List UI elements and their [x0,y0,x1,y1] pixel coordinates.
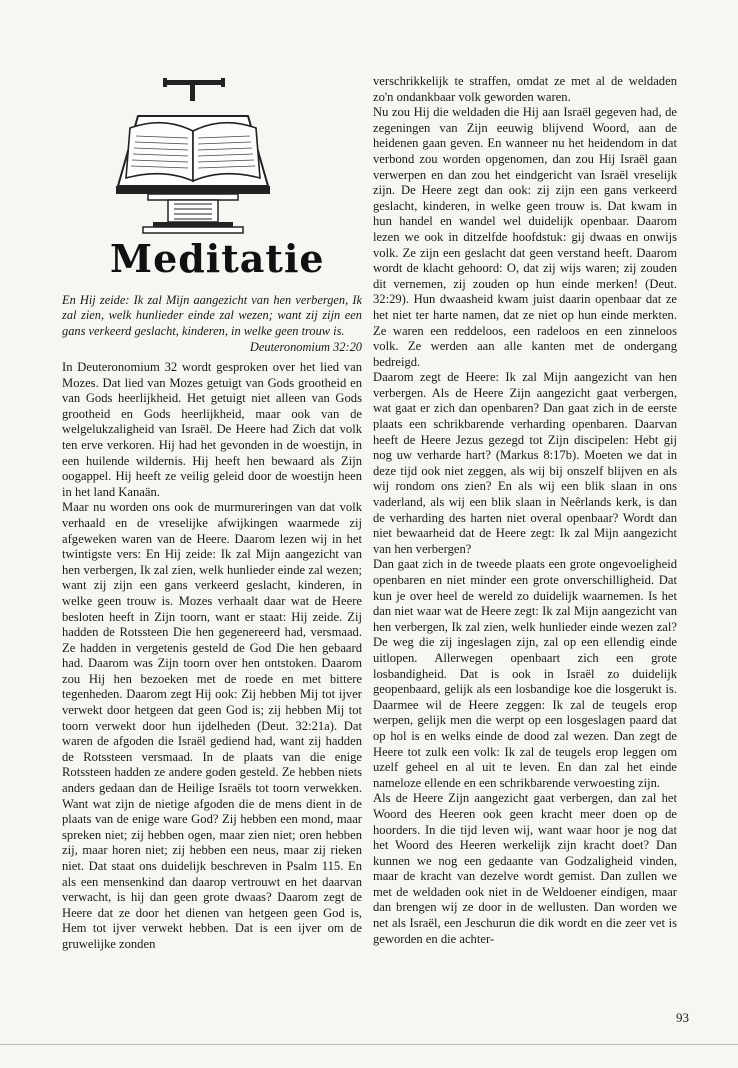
paragraph: Maar nu worden ons ook de murmureringen van dat volk verhaald en de vreselijke afwijkingen waarmede zij afgeweken waren van de Heere. Daarom lezen wij in het twintigste vers: En Hij zeide: Ik zal Mijn aangezicht van hen verbergen, Ik zal zien, welk hunlieder einde zal wezen; want zij zijn een gans verkeerd geslacht, kinderen, in welke geen trouw is. Mozes verhaalt daar wat de Heere besloten heeft in Zijn toorn, want er staat: Hij zeide. Zij hadden de Rotssteen Die hen gegenereerd had, versmaad. Ze hadden in vergetenis gesteld de God Die hen gebaard had. Daarom was Zijn toorn over hen ontstoken. Daarom zou Hij hen bezoeken met de roede en met bittere tegenheden. Daarom zegt Hij ook: Zij hebben Mij tot ijver verwekt door hetgeen dat geen God is; zij hebben Mij tot toorn verwekt door hun ijdelheden (Deut. 32:21a). Dat waren de afgoden die Israël gediend had, want zij hadden de Rotssteen versmaad. In de plaats van die enige Rotssteen hadden ze andere goden gesteld. Ze hebben niets anders gedaan dan de Heilige Israëls tot toorn verwekken. Want wat zijn de nietige afgoden die de mens dient in de plaats van de enige ware God? Zij hebben een mond, maar spreken niet; zij hebben ogen, maar zien niet; oren hebben zij, maar horen niet; zij hebben een neus, maar zij rieken niet. Dat staat ons duidelijk beschreven in Psalm 115. En als een mensenkind dan daarop vertrouwt en het daarvan verwacht, is hij dan geen grote dwaas? Daarom zegt de Heere dat ze door het dienen van hetgeen geen God is, Hem tot ijver verwekt hebben. Dat is een ijver om de gruwelijke zonden [62,500,362,951]
epigraph-reference: Deuteronomium 32:20 [249,340,362,355]
paragraph: Nu zou Hij die weldaden die Hij aan Israël gegeven had, de zegeningen van Zijn eeuwig blijvend Woord, aan de heidenen gaan geven. En wanneer nu het heidendom in dat verbond zou worden opgenomen, dan zou Hij Israël gaan verwerpen en dan zou het eindgericht van Israël vreselijk zijn. De Heere zegt dan ook: zij zijn een gans verkeerd geslacht, kinderen, in welke geen trouw is. Dat kwam in hun handel en wandel wel duidelijk openbaar. Daarom lezen we ook in ditzelfde hoofdstuk: gij dwaas en onwijs volk. Ze zijn een geslacht dat geen verstand heeft. Daarom wordt de klacht gehoord: O, dat zij wijs waren; zij zouden dit vernemen, zij zouden op hun einde merken! (Deut. 32:29). Hun dwaasheid kwam juist daarin openbaar dat ze het niet ter harte namen, dat ze niet op hun einde merkten. Ze waren een reddeloos, een radeloos en een zinneloos volk. Ze werden aan alle kanten met de ondergang bedreigd. [373,105,677,369]
paragraph: Als de Heere Zijn aangezicht gaat verbergen, dan zal het Woord des Heeren ook geen kracht meer doen op de hoorders. In die tijd leven wij, want waar hoor je nog dat het Woord des Heeren werkelijk zijn kracht doet? Dan kunnen we nog een gedaante van Godzaligheid vinden, maar de kracht van dezelve wordt gemist. Dan zullen we met de weldaden ook niet in de Weldoener eindigen, maar dan brengen wij ze door in de wellusten. Dan worden we net als Israël, een Jeschurun die dik wordt en die zeer vet is geworden en die achter- [373,791,677,946]
page-title: Meditatie [110,236,325,281]
epigraph [62,293,362,356]
paragraph: verschrikkelijk te straffen, omdat ze met al de weldaden zo'n ondankbaar volk geworden waren. [373,74,677,104]
left-column [62,360,362,953]
open-bible-on-lectern-icon [108,76,278,236]
paragraph: Daarom zegt de Heere: Ik zal Mijn aangezicht van hen verbergen. Als de Heere Zijn aangezicht gaat verbergen, wat gaat er zich dan openbaren? Dan gaat zich in de eerste plaats een schrikbarende verharding openbaren. Daarvan heeft de Heere Jezus gezegd tot Zijn discipelen: Hebt gij nog uw verharde hart? (Markus 8:17b). Moeten we dat in deze tijd ook niet zeggen, als wij bij onszelf blijven en als wij rondom ons zien? En als wij een blik slaan in ons vaderland, als wij een blik slaan in Neêrlands kerk, is dan de verharding des harten niet overal openbaar? Wordt dan niet bewaarheid dat de Heere zegt: Ik zal Mijn aangezicht van hen verbergen? [373,370,677,556]
epigraph-text: En Hij zeide: Ik zal Mijn aangezicht van hen verbergen, Ik zal zien, welk hunlieder einde zal wezen; want zij zijn een gans verkeerd geslacht, kinderen, in welke geen trouw is. [62,293,362,338]
right-column [373,74,677,947]
paragraph: Dan gaat zich in de tweede plaats een grote ongevoeligheid openbaren en niet minder een grote onverschilligheid. Dat kun je over heel de wereld zo duidelijk waarnemen. Is het dan niet waar wat de Heere zegt: Ik zal Mijn aangezicht van hen verbergen, Ik zal zien, welk hunlieder einde wezen zal? De weg die zij ingeslagen zijn, zal op een ellendig einde uitlopen. Allerwegen openbaart zich een grote losbandigheid. Dat is ook in Israël zo duidelijk geopenbaard, gelijk als een losbandige koe die losgerukt is. Daarmee wil de Heere zeggen: Ik zal de teugels erop werpen, gelijk men die werpt op een losgeslagen paard dat op hol is en welks einde de dood zal wezen. Dan zegt de Heere tot zulk een volk: Ik zal de teugels erop leggen om uzelf geheel en al uit te leven. En dan zal het einde nameloze ellende en een schrikbarende verwoesting zijn. [373,557,677,790]
paragraph: In Deuteronomium 32 wordt gesproken over het lied van Mozes. Dat lied van Mozes getuigt van Gods grootheid en van Gods heerlijkheid. Het getuigt niet alleen van Gods grootheid en Gods heerlijkheid, maar ook van de welgelukzaligheid van Israël. De Heere had Zich dat volk ten erve verkoren. Hij had het gevonden in de woestijn, in een huilende wildernis. Hij heeft hen bewaard als Zijn oogappel. Hij heeft ze veilig geleid door de woestijn heen in het land Kanaän. [62,360,362,499]
page-number: 93 [676,1010,689,1025]
page-edge-divider [0,1044,738,1045]
